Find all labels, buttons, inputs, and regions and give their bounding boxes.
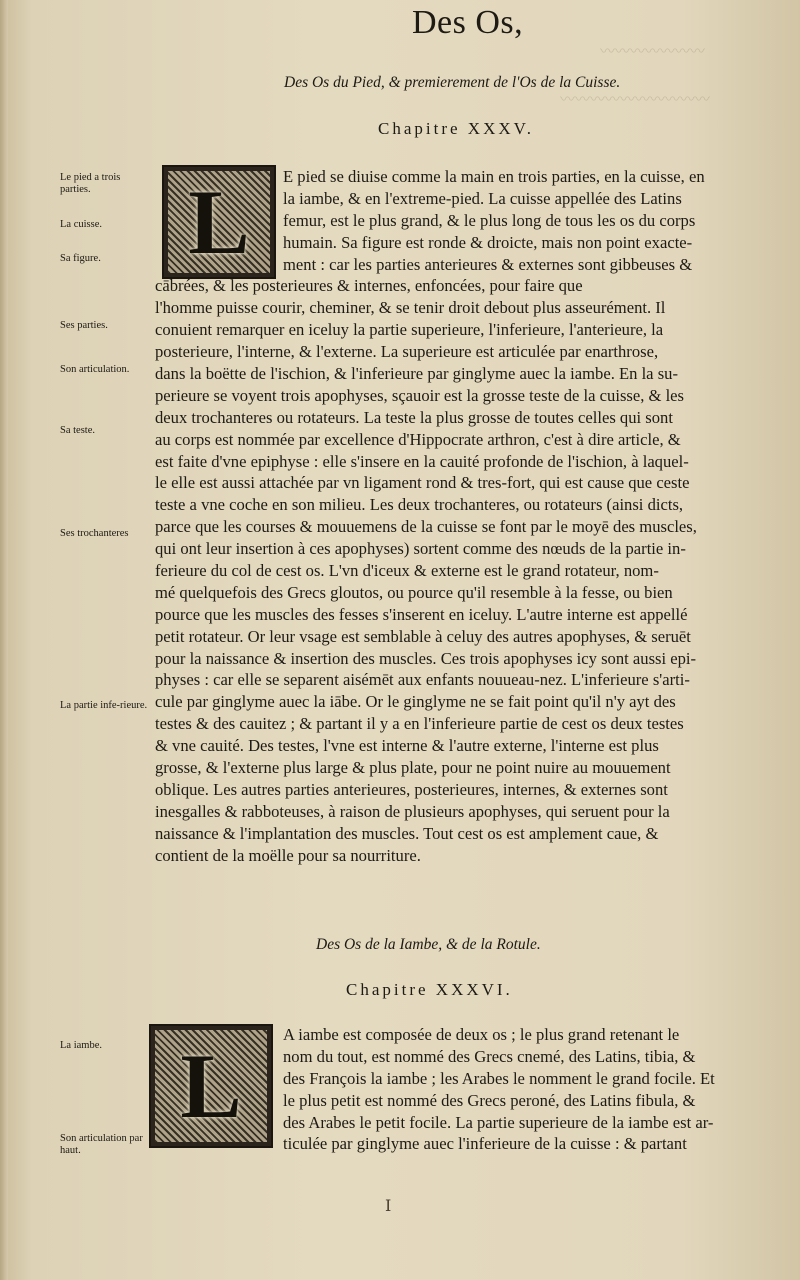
text-line: physes : car elle se separent aisémēt aux enfants nouueau-nez. L'inferieure s'arti- bbox=[155, 670, 690, 690]
text-line: ticulée par ginglyme auec l'inferieure de la cuisse : & partant bbox=[283, 1134, 687, 1154]
text-line: E pied se diuise comme la main en trois parties, en la cuisse, en bbox=[283, 167, 705, 186]
text-line: inesgalles & rabboteuses, à raison de plusieurs apophyses, qui seruent pour la bbox=[155, 801, 670, 821]
text-line: cule par ginglyme auec la iābe. Or le ginglyme ne se fait point qu'il n'y ayt des bbox=[155, 692, 676, 712]
text-line: parce que les courses & mouuemens de la cuisse se font par le moyē des muscles, bbox=[155, 517, 697, 537]
signature-mark: I bbox=[385, 1196, 392, 1215]
margin-note: Ses trochanteres bbox=[60, 528, 129, 539]
bleed-through: 〰〰〰〰〰〰〰〰〰〰 bbox=[560, 92, 711, 108]
chapter-heading: Chapitre XXXV. bbox=[378, 119, 534, 138]
text-line: dans la boëtte de l'ischion, & l'inferieure par ginglyme auec la iambe. En la su- bbox=[155, 364, 678, 384]
page-edge bbox=[0, 0, 8, 1280]
initial-letter: L bbox=[180, 1035, 242, 1137]
text-line: pource que les muscles des fesses s'inserent en iceluy. L'autre interne est appellé bbox=[155, 604, 688, 624]
margin-note: La cuisse. bbox=[60, 219, 102, 230]
section-title: Des Os du Pied, & premierement de l'Os de la Cuisse. bbox=[284, 74, 621, 91]
chapter-heading: Chapitre XXXVI. bbox=[346, 980, 513, 999]
text-line: est faite d'vne epiphyse : elle s'insere en la cauité profonde de l'ischion, à laquel- bbox=[155, 451, 689, 471]
text-line: conuient remarquer en iceluy la partie superieure, l'inferieure, l'anterieure, la bbox=[155, 320, 664, 340]
text-line: petit rotateur. Or leur vsage est semblable à celuy des autres apophyses, & seruēt bbox=[155, 626, 691, 646]
margin-note: Sa teste. bbox=[60, 425, 95, 436]
running-head: Des Os, bbox=[412, 4, 524, 41]
text-line: humain. Sa figure est ronde & droicte, mais non point exacte- bbox=[283, 232, 693, 252]
margin-note: Le pied a trois parties. bbox=[60, 172, 121, 195]
text-line: des François la iambe ; les Arabes le nomment le grand focile. Et bbox=[283, 1068, 715, 1088]
text-line: perieure se voyent trois apophyses, sçauoir est la grosse teste de la cuisse, & les bbox=[155, 385, 685, 405]
initial-letter: L bbox=[188, 171, 250, 273]
text-line: la iambe, & en l'extreme-pied. La cuisse appellée des Latins bbox=[283, 188, 682, 208]
text-line: ment : car les parties anterieures & externes sont gibbeuses & bbox=[283, 254, 693, 274]
margin-note: Ses parties. bbox=[60, 320, 108, 331]
text-line: au corps est nommée par excellence d'Hippocrate arthron, c'est à dire article, & bbox=[155, 429, 681, 449]
text-line: le plus petit est nommé des Grecs peroné, des Latins fibula, & bbox=[283, 1090, 696, 1110]
text-line: des Arabes le petit focile. La partie superieure de la iambe est ar- bbox=[283, 1112, 714, 1132]
text-line: posterieure, l'interne, & l'externe. La superieure est articulée par enarthrose, bbox=[155, 342, 659, 362]
text-line: & vne cauité. Des testes, l'vne est interne & l'autre externe, l'interne est plus bbox=[155, 736, 659, 756]
margin-note: Son articulation par haut. bbox=[60, 1133, 143, 1156]
text-line: A iambe est composée de deux os ; le plus grand retenant le bbox=[283, 1025, 680, 1044]
margin-note: Sa figure. bbox=[60, 253, 101, 264]
text-line: grosse, & l'externe plus large & plus plate, pour ne point nuire au mouuement bbox=[155, 758, 671, 778]
text-line: le elle est aussi attachée par vn ligament rond & tres-fort, qui est cause que ceste bbox=[155, 473, 690, 493]
text-line: mé quelquefois des Grecs gloutos, ou pource qu'il resemble à la fesse, ou bien bbox=[155, 582, 673, 602]
text-line: testes & des cauitez ; & partant il y a en l'inferieure partie de cest os deux testes bbox=[155, 714, 684, 734]
chapter-body bbox=[155, 166, 775, 867]
text-line: femur, est le plus grand, & le plus long de tous les os du corps bbox=[283, 210, 696, 230]
bleed-through: 〰〰〰〰〰〰〰 bbox=[600, 44, 706, 60]
text-line: teste a vne coche en son milieu. Les deux trochanteres, ou rotateurs (ainsi dicts, bbox=[155, 495, 684, 515]
text-line: nom du tout, est nommé des Grecs cnemé, des Latins, tibia, & bbox=[283, 1046, 696, 1066]
margin-note: La partie infe-rieure. bbox=[60, 700, 148, 711]
text-line: deux trochanteres ou rotateurs. La teste la plus grosse de toutes celles qui sont bbox=[155, 407, 673, 427]
text-line: ferieure du col de cest os. L'vn d'iceux & externe est le grand rotateur, nom- bbox=[155, 561, 659, 581]
text-line: contient de la moëlle pour sa nourriture. bbox=[155, 845, 421, 865]
text-line: cābrées, & les posterieures & internes, enfoncées, pour faire que bbox=[155, 276, 583, 296]
section-title: Des Os de la Iambe, & de la Rotule. bbox=[316, 936, 541, 953]
text-line: qui ont leur insertion à ces apophyses) sortent comme des nœuds de la partie in- bbox=[155, 539, 686, 559]
margin-note: La iambe. bbox=[60, 1040, 102, 1051]
text-line: oblique. Les autres parties anterieures, posterieures, internes, & externes sont bbox=[155, 779, 668, 799]
text-line: l'homme puisse courir, cheminer, & se tenir droit debout plus asseurément. Il bbox=[155, 298, 666, 318]
text-line: naissance & l'implantation des muscles. Tout cest os est amplement caue, & bbox=[155, 823, 659, 843]
margin-note: Son articulation. bbox=[60, 364, 130, 375]
text-line: pour la naissance & insertion des muscles. Ces trois apophyses icy sont aussi epi- bbox=[155, 648, 697, 668]
chapter-body bbox=[155, 1024, 767, 1155]
